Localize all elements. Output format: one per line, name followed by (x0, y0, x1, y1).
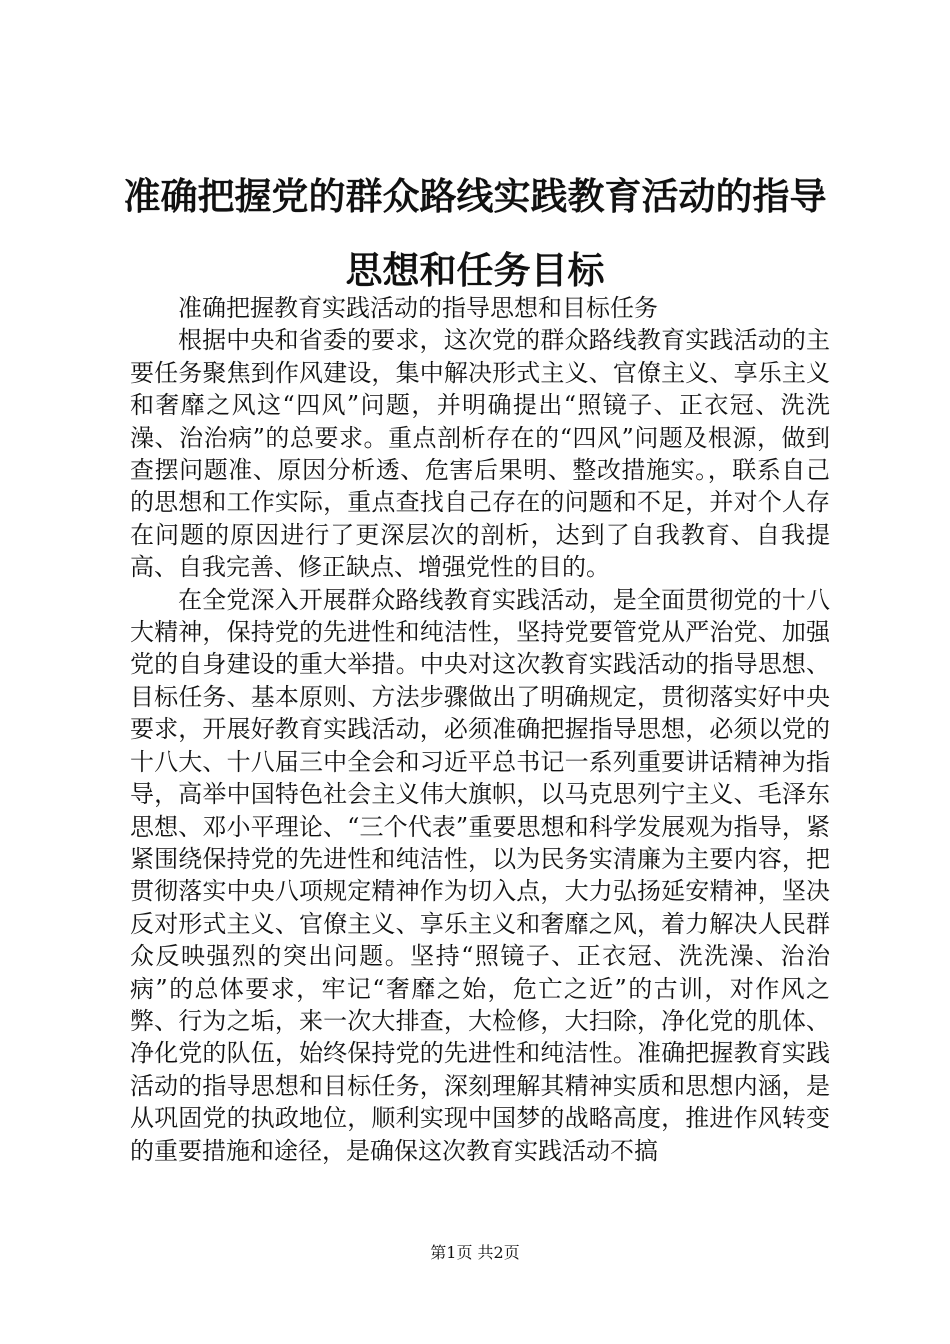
document-body (130, 292, 830, 1167)
document-title: 准确把握党的群众路线实践教育活动的指导思想和任务目标 (123, 175, 827, 292)
paragraph-1: 根据中央和省委的要求，这次党的群众路线教育实践活动的主要任务聚焦到作风建设，集中解决形式主义、官僚主义、享乐主义和奢靡之风这“四风”问题，并明确提出“照镜子、正衣冠、洗洗澡、治治病”的总要求。重点剖析存在的“四风”问题及根源，做到查摆问题准、原因分析透、危害后果明、整改措施实。，联系自己的思想和工作实际，重点查找自己存在的问题和不足，并对个人存在问题的原因进行了更深层次的剖析，达到了自我教育、自我提高、自我完善、修正缺点、增强党性的目的。 (130, 326, 830, 582)
paragraph-2: 在全党深入开展群众路线教育实践活动，是全面贯彻党的十八大精神，保持党的先进性和纯洁性，坚持党要管党从严治党、加强党的自身建设的重大举措。中央对这次教育实践活动的指导思想、目标任务、基本原则、方法步骤做出了明确规定，贯彻落实好中央要求，开展好教育实践活动，必须准确把握指导思想，必须以党的十八大、十八届三中全会和习近平总书记一系列重要讲话精神为指导，高举中国特色社会主义伟大旗帜，以马克思列宁主义、毛泽东思想、邓小平理论、“三个代表”重要思想和科学发展观为指导，紧紧围绕保持党的先进性和纯洁性，以为民务实清廉为主要内容，把贯彻落实中央八项规定精神作为切入点，大力弘扬延安精神，坚决反对形式主义、官僚主义、享乐主义和奢靡之风，着力解决人民群众反映强烈的突出问题。坚持“照镜子、正衣冠、洗洗澡、治治病”的总体要求，牢记“奢靡之始，危亡之近”的古训，对作风之弊、行为之垢，来一次大排查，大检修，大扫除，净化党的肌体、净化党的队伍，始终保持党的先进性和纯洁性。准确把握教育实践活动的指导思想和目标任务，深刻理解其精神实质和思想内涵，是从巩固党的执政地位，顺利实现中国梦的战略高度，推进作风转变的重要措施和途径，是确保这次教育实践活动不搞 (130, 585, 830, 1165)
page-footer: 第1页 共2页 (430, 1243, 520, 1262)
paragraph-subtitle: 准确把握教育实践活动的指导思想和目标任务 (178, 294, 658, 322)
